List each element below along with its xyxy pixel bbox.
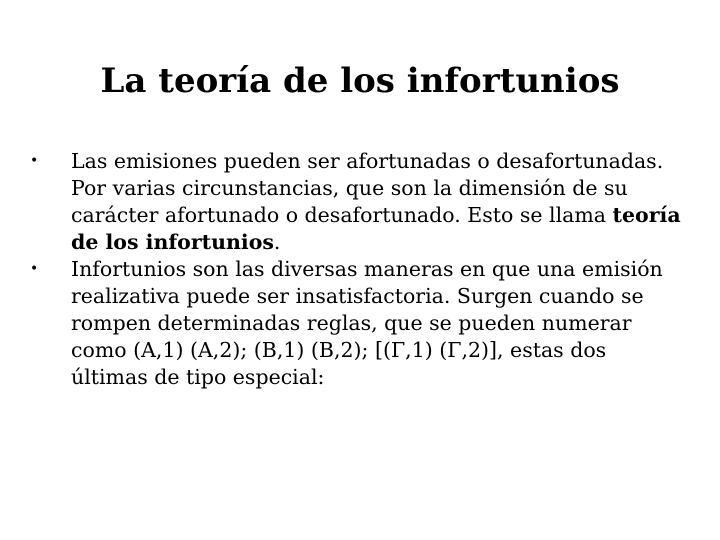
bullet-marker: •: [30, 153, 39, 169]
bullet-text-1: [71, 149, 681, 254]
bullet-marker: •: [30, 261, 39, 277]
bullet-text-2: Infortunios son las diversas maneras en que una emisión realizativa puede ser insatisfactoria. Surgen cuando se rompen determinadas reglas, que se pueden numerar como (A,1) (A,2); (B,1) (B,2); [(Γ,1) (Γ,2)], estas dos últimas de tipo especial:: [71, 257, 663, 389]
bullet-text-1-emphasis: teoría de los infortunios: [71, 203, 681, 254]
slide-title: La teoría de los infortunios: [100, 61, 620, 101]
bullet-list: [28, 148, 688, 391]
bullet-item-1: [28, 148, 688, 256]
bullet-item-2: [28, 256, 688, 391]
bullet-text-1-end: .: [273, 230, 281, 254]
bullet-text-1-start: Las emisiones pueden ser afortunadas o desafortunadas. Por varias circunstancias, que son la dimensión de su carácter afortunado o desafortunado. Esto se llama: [71, 149, 664, 227]
